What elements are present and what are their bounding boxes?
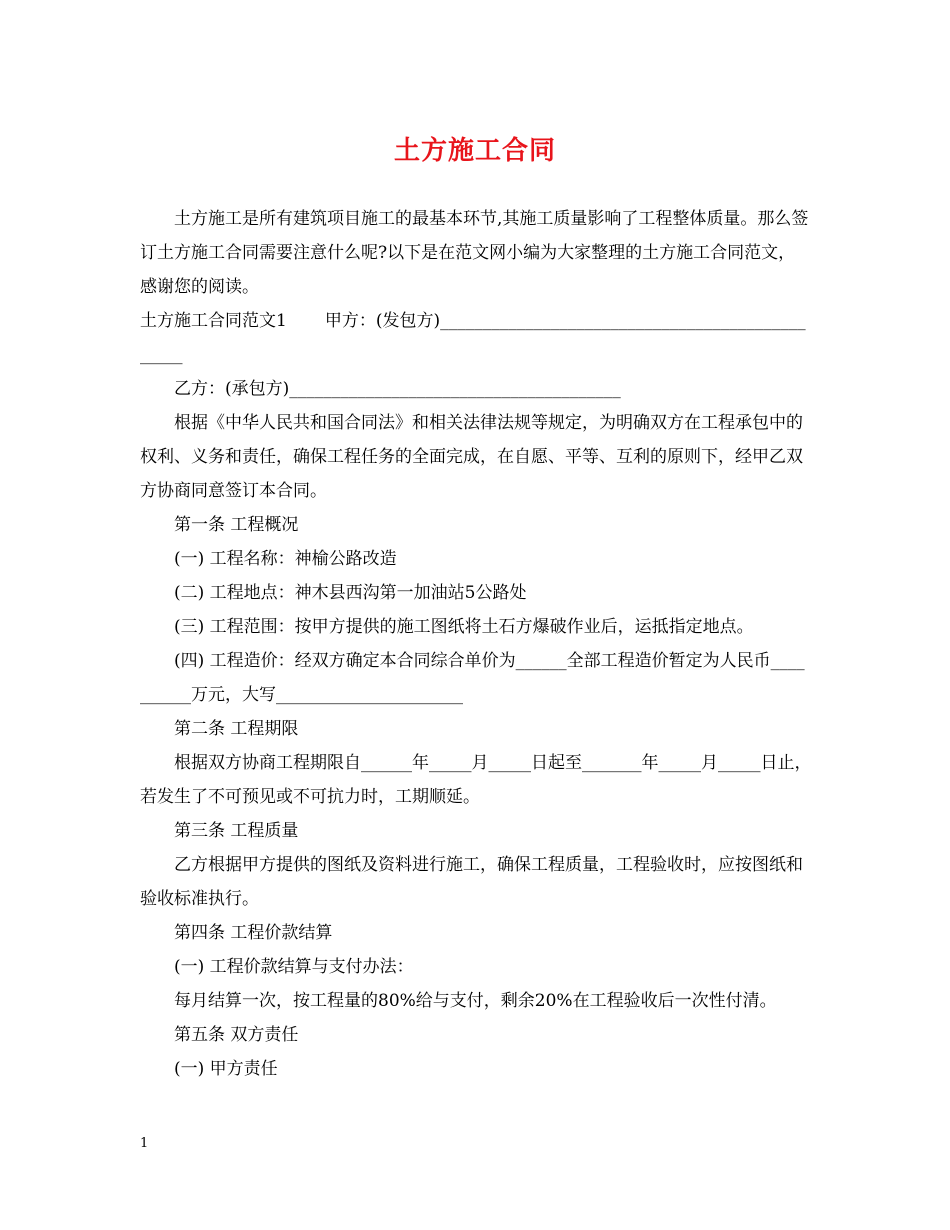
article-1-title: 第一条 工程概况 (174, 515, 299, 535)
basis-paragraph: 根据《中华人民共和国合同法》和相关法律法规等规定，为明确双方在工程承包中的权利、义务和责任，确保工程任务的全面完成，在自愿、平等、互利的原则下，经甲乙双方协商同意签订本合同。 (140, 413, 803, 501)
page-number: 1 (140, 1136, 149, 1151)
article-1-item-2: (二) 工程地点：神木县西沟第一加油站5公路处 (174, 583, 527, 603)
article-5-title: 第五条 双方责任 (174, 1025, 299, 1045)
article-1-price: (四) 工程造价：经双方确定本合同综合单价为______全部工程造价暂定为人民币__________万元，大写______________________ (140, 651, 805, 705)
sample-title: 土方施工合同范文1 (140, 311, 287, 331)
document-body (140, 202, 812, 1086)
sample-and-party-a (140, 304, 812, 372)
party-b-line: 乙方：(承包方)_______________________________________ (174, 379, 621, 399)
article-3-text: 乙方根据甲方提供的图纸及资料进行施工，确保工程质量，工程验收时，应按图纸和验收标准执行。 (140, 855, 803, 909)
article-4-text: 每月结算一次，按工程量的80%给与支付，剩余20%在工程验收后一次性付清。 (174, 991, 777, 1011)
article-1-item-1: (一) 工程名称：神榆公路改造 (174, 549, 397, 569)
document-title: 土方施工合同 (393, 136, 556, 166)
intro-paragraph: 土方施工是所有建筑项目施工的最基本环节,其施工质量影响了工程整体质量。那么签订土方施工合同需要注意什么呢?以下是在范文网小编为大家整理的土方施工合同范文，感谢您的阅读。 (140, 209, 809, 297)
article-1-item-3: (三) 工程范围：按甲方提供的施工图纸将土石方爆破作业后，运抵指定地点。 (174, 617, 754, 637)
article-2-text: 根据双方协商工程期限自______年_____月_____日起至_______年_____月_____日止，若发生了不可预见或不可抗力时，工期顺延。 (140, 753, 812, 807)
article-4-title: 第四条 工程价款结算 (174, 923, 333, 943)
article-5-item-1: (一) 甲方责任 (174, 1059, 278, 1079)
article-4-item-1: (一) 工程价款结算与支付办法： (174, 957, 414, 977)
article-3-title: 第三条 工程质量 (174, 821, 299, 841)
article-2-title: 第二条 工程期限 (174, 719, 299, 739)
party-a-line: 甲方：(发包方)________________________________________________ (140, 311, 806, 365)
